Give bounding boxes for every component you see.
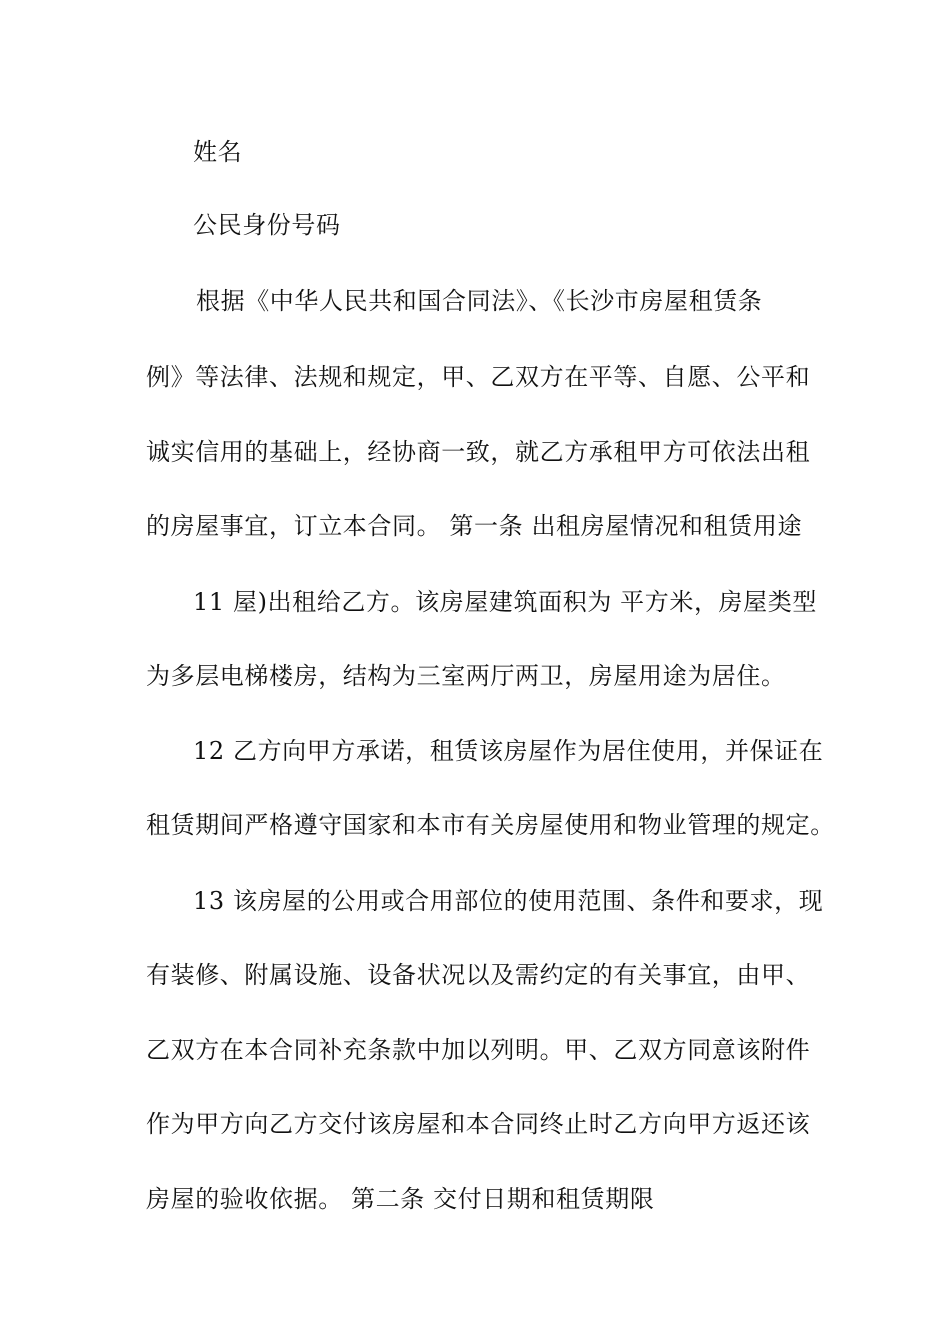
paragraph-line: 房屋的验收依据。 第二条 交付日期和租赁期限 (146, 1185, 655, 1213)
clause-1-1-line: 11 屋)出租给乙方。该房屋建筑面积为 平方米，房屋类型 (193, 588, 817, 616)
paragraph-line: 乙双方在本合同补充条款中加以列明。甲、乙双方同意该附件 (146, 1036, 811, 1064)
paragraph-line: 诚实信用的基础上，经协商一致，就乙方承租甲方可依法出租 (146, 438, 811, 466)
clause-1-3-line: 13 该房屋的公用或合用部位的使用范围、条件和要求，现 (193, 887, 824, 915)
paragraph-line: 例》等法律、法规和规定，甲、乙双方在平等、自愿、公平和 (146, 363, 811, 391)
paragraph-line: 的房屋事宜，订立本合同。 第一条 出租房屋情况和租赁用途 (146, 512, 803, 540)
clause-1-2-line: 12 乙方向甲方承诺，租赁该房屋作为居住使用，并保证在 (193, 737, 824, 765)
paragraph-line: 作为甲方向乙方交付该房屋和本合同终止时乙方向甲方返还该 (146, 1110, 811, 1138)
paragraph-line: 有装修、附属设施、设备状况以及需约定的有关事宜，由甲、 (146, 961, 811, 989)
id-number-label: 公民身份号码 (193, 211, 341, 239)
name-label: 姓名 (193, 138, 243, 166)
paragraph-line: 租赁期间严格遵守国家和本市有关房屋使用和物业管理的规定。 (146, 811, 835, 839)
paragraph-line: 根据《中华人民共和国合同法》、《长沙市房屋租赁条 (196, 287, 763, 315)
paragraph-line: 为多层电梯楼房，结构为三室两厅两卫，房屋用途为居住。 (146, 662, 786, 690)
